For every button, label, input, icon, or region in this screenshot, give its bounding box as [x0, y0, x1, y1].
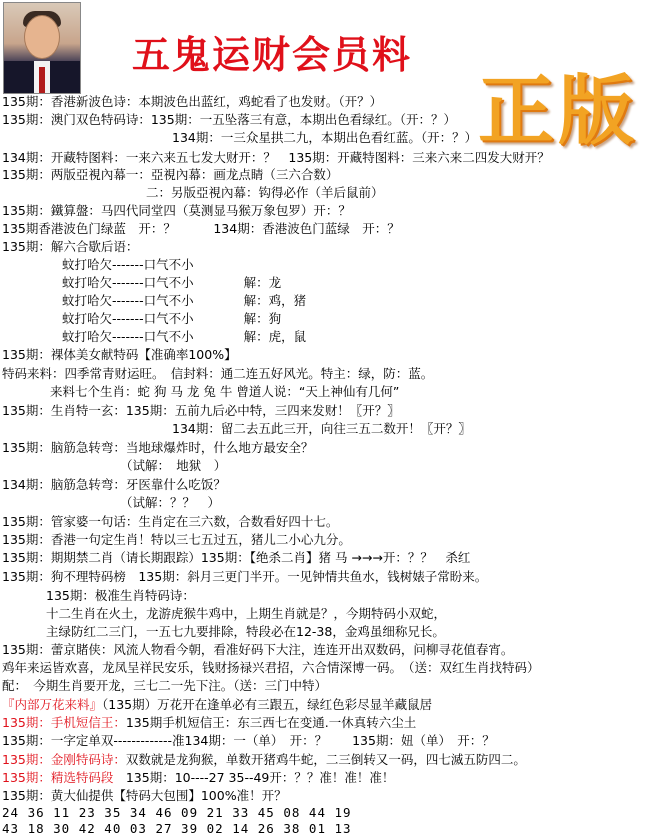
line-33: 配： 今期生肖要开龙，三七二一先下注。（送：三门中特）	[2, 678, 328, 693]
line-20: 135期：脑筋急转弯：当地球爆炸时，什么地方最安全？	[2, 440, 314, 455]
line-34-text: （135期）万花开在逢单必有三跟五，绿红色彩尽显羊藏鼠居	[102, 697, 433, 712]
riddle-line: 蚊打哈欠-------口气不小 解：龙	[62, 275, 282, 290]
line-22: 134期：脑筋急转弯：牙医靠什么吃饭？	[2, 477, 226, 492]
line-35-text: 135期手机短信王：东三西七在变通.一休真转六尘土	[125, 715, 417, 730]
number-row-1: 24 36 11 23 35 34 46 09 21 33 45 08 44 19	[2, 805, 352, 820]
line-09: 135期：解六合歇后语：	[2, 239, 139, 254]
line-05: 135期：两版亞視內幕一：亞視內幕：画龙点睛（三六合数）	[2, 167, 339, 182]
line-29: 十二生肖在火土，龙游虎猴牛鸡中，上期生肖就是？，今期特码小双蛇，	[46, 606, 447, 621]
line-19: 134期：留二去五此三开，向往三五二数开！〖开？〗	[172, 421, 471, 436]
line-28: 135期：极准生肖特码诗：	[46, 588, 195, 603]
line-06: 二：另版亞視內幕：钩得必作（羊后鼠前）	[146, 185, 384, 200]
line-34-prefix: 『内部万花来料』	[2, 697, 103, 712]
line-38	[2, 770, 394, 786]
line-39: 135期：黄大仙提供【特码大包围】100%准！开？	[2, 788, 287, 803]
line-08: 135期香港波色门绿蓝 开：？ 134期：香港波色门蓝绿 开：？	[2, 221, 400, 236]
line-25: 135期：香港一句定生肖！特以三七五过五，猪儿二小心九分。	[2, 532, 351, 547]
line-23: （试解：？？ ）	[120, 495, 221, 510]
line-15: 135期：裸体美女献特码【准确率100%】	[2, 347, 237, 362]
line-01: 135期：香港新波色诗：本期波色出蓝红，鸡蛇看了也发财。（开？）	[2, 94, 383, 109]
line-37-prefix: 135期：金刚特码诗：	[2, 752, 126, 767]
riddle-line: 蚊打哈欠-------口气不小	[62, 257, 194, 272]
line-07: 135期：鐵算盤：马四代同堂四（莫测显马猴万象包罗）开：？	[2, 203, 351, 218]
line-16: 特码来料：四季常青财运旺。 信封料：通二连五好风光。特主：绿，防：蓝。	[2, 366, 434, 381]
line-03: 134期：一三众星拱二九，本期出色看红蓝。（开：？）	[172, 130, 478, 145]
line-02: 135期：澳门双色特码诗：135期：一五坠落三有意，本期出色看绿红。（开：？）	[2, 112, 456, 127]
avatar	[3, 2, 81, 94]
page-title: 五鬼运财会员料	[132, 32, 413, 77]
line-31: 135期：蕾京賭侠：风流人物看今朝，看准好码下大注，连连开出双数码，问柳寻花值春宵。	[2, 642, 514, 657]
line-35	[2, 715, 416, 731]
line-30: 主绿防红二三门，一五七九要排除，特段必在12-38，金鸡虽细称兄长。	[46, 624, 445, 639]
line-35-prefix: 135期：手机短信王：	[2, 715, 126, 730]
riddle-line: 蚊打哈欠-------口气不小 解：鸡，猪	[62, 293, 307, 308]
line-26: 135期：期期禁二肖（请长期跟踪）135期：【绝杀二肖】猪 马 →→→开：？？ 杀红	[2, 550, 471, 565]
line-36: 135期：一字定单双-------------准134期：一（单） 开：？ 135期：妞（单） 开：？	[2, 733, 495, 748]
line-38-prefix: 135期：精选特码段	[2, 770, 114, 785]
number-row-2: 43 18 30 42 40 03 27 39 02 14 26 38 01 13	[2, 821, 352, 836]
line-17: 来料七个生肖：蛇 狗 马 龙 兔 牛 曾道人说：“天上神仙有几何”	[50, 384, 400, 399]
line-34	[2, 697, 432, 713]
line-38-text: 135期：10----27 35--49开：？？准！准！准！	[113, 770, 395, 785]
line-21: （试解： 地狱 ）	[120, 458, 227, 473]
line-32: 鸡年来运皆欢喜，龙凤呈祥民安乐，钱财扬禄兴君招，六合情深博一码。 （送：双红生肖找特码）	[2, 660, 540, 675]
line-18: 135期：生肖特一玄：135期：五前九后必中特，三四来发财！〖开？〗	[2, 403, 400, 418]
line-04: 134期：开藏特图料：一来六来五七发大财开：？ 135期：开藏特图料：三来六来二四发大财开？	[2, 150, 550, 165]
line-27: 135期：狗不理特码榜 135期：斜月三更门半开。一见钟情共鱼水，钱树婊子常盼来。	[2, 569, 488, 584]
line-37-text: 双数就是龙狗猴，单数开猪鸡牛蛇，二三倒转又一码，四七滅五防四二。	[125, 752, 526, 767]
line-37	[2, 752, 526, 768]
authentic-badge: 正版	[478, 66, 638, 155]
line-24: 135期：管家婆一句话：生肖定在三六数，合数看好四十七。	[2, 514, 339, 529]
riddle-line: 蚊打哈欠-------口气不小 解：虎，鼠	[62, 329, 307, 344]
riddle-line: 蚊打哈欠-------口气不小 解：狗	[62, 311, 282, 326]
